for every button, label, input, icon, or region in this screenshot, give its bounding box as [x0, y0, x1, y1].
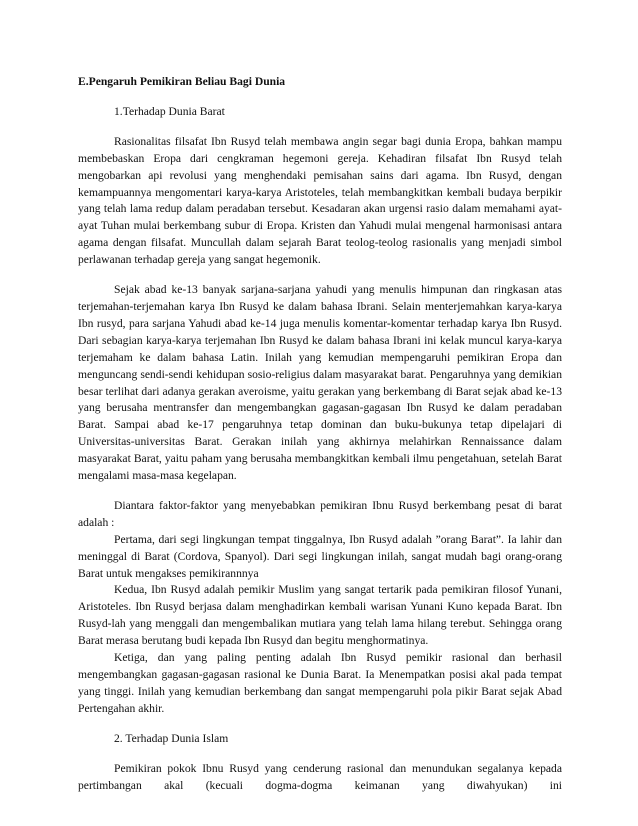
- document-page: [78, 74, 562, 807]
- paragraph-factor-first: Pertama, dari segi lingkungan tempat tinggalnya, Ibn Rusyd adalah ”orang Barat”. Ia lahir dan meninggal di Barat (Cordova, Spanyol). Dari segi lingkungan inilah, sangat mudah bagi orang-orang Barat untuk mengakses pemikirannnya: [78, 532, 562, 580]
- paragraph-jewish-scholars: Sejak abad ke-13 banyak sarjana-sarjana yahudi yang menulis himpunan dan ringkasan atas terjemahan-terjemahan karya Ibn Rusyd ke dalam bahasa Ibrani. Selain menterjemahkan karya-karya Ibn rusyd, para sarjana Yahudi abad ke-14 juga menulis komentar-komentar terhadap karya Ibn Rusyd. Dari sebagian karya-karya terjemahan Ibn Rusyd ke dalam bahasa Ibrani ini kelak muncul karya-karya terjemaham ke dalam bahasa Latin. Inilah yang kemudian mempengaruhi pemikiran Eropa dan menguncang sendi-sendi kehidupan sosio-religius dalam masyarakat barat. Pengaruhnya yang demikian besar terlihat dari adanya gerakan averoisme, yaitu gerakan yang berkembang di Barat sejak abad ke-13 yang berusaha mentransfer dan mengembangkan gagasan-gagasan Ibn Rusyd ke dalam peradaban Barat. Sampai abad ke-17 pengaruhnya tetap dominan dan buku-bukunya tetap dipelajari di Universitas-universitas Barat. Gerakan inilah yang akhirnya melahirkan Rennaissance dalam masyarakat Barat, yaitu paham yang berusaha membangkitkan kembali ilmu pengetahuan, setelah Barat mengalami masa-masa kegelapan.: [78, 283, 562, 483]
- paragraph-factors-intro: Diantara faktor-faktor yang menyebabkan pemikiran Ibnu Rusyd berkembang pesat di barat adalah :: [78, 498, 562, 529]
- paragraph-factor-third: Ketiga, dan yang paling penting adalah Ibn Rusyd pemikir rasional dan berhasil mengembangkan gagasan-gagasan rasional ke Dunia Barat. Ia Menempatkan posisi akal pada tempat yang tinggi. Inilah yang kemudian berkembang dan sangat mempengaruhi pola pikir Barat sejak Abad Pertengahan akhir.: [78, 651, 562, 715]
- paragraph-factor-second: Kedua, Ibn Rusyd adalah pemikir Muslim yang sangat tertarik pada pemikiran filosof Yunani, Aristoteles. Ibn Rusyd berjasa dalam menghadirkan kembali warisan Yunani Kuno kepada Barat. Ibn Rusyd-lah yang menggali dan mengembalikan mutiara yang telah lama hilang terebut. Sehingga orang Barat merasa berutang budi kepada Ibn Rusyd dan begitu menghormatinya.: [78, 583, 562, 648]
- subsection-heading-islam: 2. Terhadap Dunia Islam: [114, 731, 229, 745]
- paragraph-rationality: Rasionalitas filsafat Ibn Rusyd telah membawa angin segar bagi dunia Eropa, bahkan mampu membebaskan Eropa dari cengkraman hegemoni gereja. Kehadiran filsafat Ibn Rusyd telah mengobarkan api revolusi yang menghendaki pemisahan sains dari agama. Ibn Rusyd, dengan kemampuannya mengomentari karya-karya Aristoteles, telah membangkitkan kembali budaya berpikir yang telah lama redup dalam peradaban tersebut. Kesadaran akan urgensi rasio dalam memahami ayat-ayat Tuhan mulai berkembang subur di Eropa. Kristen dan Yahudi mulai mengenal harmonisasi antara agama dengan filsafat. Muncullah dalam sejarah Barat teolog-teolog rasionalis yang menjadi simbol perlawanan terhadap gereja yang sangat hegemonik.: [78, 134, 562, 267]
- section-heading: E.Pengaruh Pemikiran Beliau Bagi Dunia: [78, 75, 286, 88]
- paragraph-islam-world: Pemikiran pokok Ibnu Rusyd yang cenderung rasional dan menundukan segalanya kepada pertimbangan akal (kecuali dogma-dogma keimanan yang diwahyukan) ini: [78, 761, 562, 792]
- subsection-heading-west: 1.Terhadap Dunia Barat: [114, 104, 225, 118]
